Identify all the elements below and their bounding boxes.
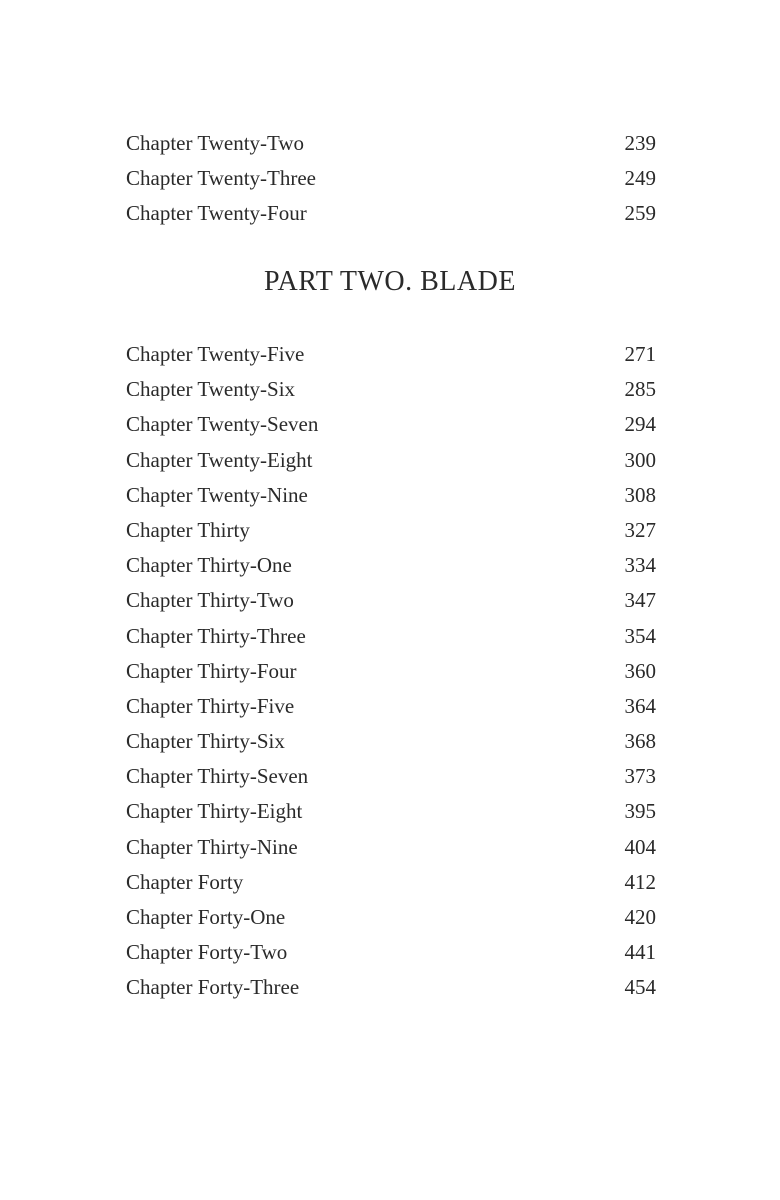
toc-entry-title: Chapter Forty-One	[126, 905, 286, 929]
toc-entry[interactable]	[126, 865, 656, 900]
toc-entry-title: Chapter Thirty-Five	[126, 693, 295, 718]
toc-entry[interactable]	[126, 935, 656, 970]
toc-entry-page-number: 360	[624, 658, 656, 683]
toc-entry[interactable]	[126, 548, 656, 583]
toc-entry-page-number: 249	[624, 166, 656, 191]
toc-entry-page-number: 239	[624, 131, 656, 155]
toc-list-part-two	[126, 337, 656, 1006]
toc-entry[interactable]	[126, 372, 656, 407]
toc-entry[interactable]	[126, 583, 656, 618]
toc-entry[interactable]	[126, 443, 656, 478]
toc-entry-page-number: 454	[624, 975, 656, 1000]
toc-entry-page-number: 373	[624, 764, 656, 789]
toc-entry-page-number: 308	[624, 482, 656, 507]
toc-entry[interactable]	[126, 337, 656, 372]
toc-entry-title: Chapter Twenty-Five	[126, 342, 305, 366]
toc-entry-title: Chapter Thirty-One	[126, 553, 292, 578]
toc-entry-title: Chapter Thirty-Six	[126, 729, 285, 754]
toc-list-top	[126, 126, 656, 232]
toc-entry-page-number: 300	[624, 447, 656, 472]
toc-entry-page-number: 334	[624, 553, 656, 578]
toc-entry-page-number: 395	[624, 799, 656, 824]
toc-entry-page-number: 404	[624, 834, 656, 859]
toc-entry[interactable]	[126, 619, 656, 654]
toc-entry-page-number: 368	[624, 729, 656, 754]
toc-entry[interactable]	[126, 830, 656, 865]
toc-entry[interactable]	[126, 478, 656, 513]
toc-entry-title: Chapter Twenty-Three	[126, 166, 316, 191]
toc-entry-title: Chapter Forty-Two	[126, 940, 288, 965]
toc-entry[interactable]	[126, 759, 656, 794]
toc-entry-page-number: 327	[624, 517, 656, 542]
toc-entry-page-number: 354	[624, 623, 656, 648]
toc-entry-page-number: 285	[624, 377, 656, 402]
toc-entry-title: Chapter Thirty-Two	[126, 588, 294, 613]
toc-entry-title: Chapter Twenty-Nine	[126, 482, 308, 507]
toc-entry-page-number: 294	[624, 412, 656, 437]
toc-entry[interactable]	[126, 126, 656, 161]
toc-entry-title: Chapter Thirty-Four	[126, 658, 297, 683]
toc-entry[interactable]	[126, 407, 656, 442]
toc-entry-title: Chapter Twenty-Eight	[126, 447, 313, 472]
toc-entry-title: Chapter Twenty-Two	[126, 131, 305, 155]
toc-entry[interactable]	[126, 196, 656, 231]
toc-entry-title: Chapter Thirty-Three	[126, 623, 306, 648]
toc-entry[interactable]	[126, 724, 656, 759]
toc-entry[interactable]	[126, 970, 656, 1005]
toc-entry-page-number: 271	[624, 342, 656, 366]
toc-entry-page-number: 347	[624, 588, 656, 613]
toc-entry-title: Chapter Thirty-Seven	[126, 764, 309, 789]
toc-entry-title: Chapter Twenty-Four	[126, 201, 307, 226]
toc-entry[interactable]	[126, 654, 656, 689]
toc-entry[interactable]	[126, 794, 656, 829]
toc-entry-page-number: 441	[624, 940, 656, 965]
toc-entry-title: Chapter Forty-Three	[126, 975, 300, 1000]
toc-entry-page-number: 412	[624, 869, 656, 894]
toc-entry-page-number: 364	[624, 693, 656, 718]
part-heading: PART TWO. BLADE	[264, 266, 516, 297]
toc-entry-title: Chapter Thirty	[126, 517, 250, 542]
toc-entry-title: Chapter Twenty-Six	[126, 377, 296, 402]
toc-entry[interactable]	[126, 161, 656, 196]
toc-entry-title: Chapter Twenty-Seven	[126, 412, 319, 437]
toc-entry-title: Chapter Thirty-Nine	[126, 834, 298, 859]
toc-entry-title: Chapter Thirty-Eight	[126, 799, 303, 824]
toc-entry[interactable]	[126, 900, 656, 935]
toc-entry[interactable]	[126, 689, 656, 724]
toc-entry[interactable]	[126, 513, 656, 548]
toc-entry-page-number: 259	[624, 201, 656, 226]
toc-entry-page-number: 420	[624, 905, 656, 929]
toc-entry-title: Chapter Forty	[126, 869, 244, 894]
